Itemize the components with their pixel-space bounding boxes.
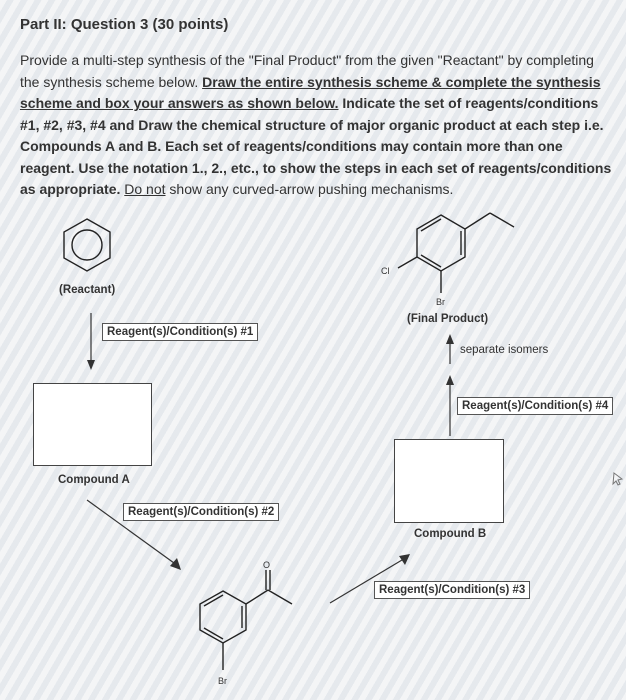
- arrow-separate-isomers: [446, 334, 454, 364]
- cursor-icon: [613, 473, 622, 485]
- instruction-sentence-4: show any curved-arrow pushing mechanisms.: [169, 181, 454, 197]
- atom-o-label: O: [263, 560, 271, 570]
- reagent-box-1[interactable]: Reagent(s)/Condition(s) #1: [102, 323, 258, 341]
- reactant-benzene-structure: [64, 219, 110, 271]
- compound-a-label: Compound A: [58, 474, 130, 486]
- compound-b-label: Compound B: [414, 528, 487, 540]
- compound-b-answer-box[interactable]: [394, 439, 504, 523]
- separate-isomers-label: separate isomers: [460, 344, 549, 356]
- reagent-box-3[interactable]: Reagent(s)/Condition(s) #3: [374, 581, 530, 599]
- ketone-intermediate-structure: [200, 570, 292, 670]
- compound-a-answer-box[interactable]: [33, 383, 152, 466]
- instruction-sentence-2: Draw the entire synthesis scheme & complete the synthesis scheme and box your answers as shown below.: [20, 73, 601, 111]
- atom-cl-label: Cl: [381, 266, 390, 276]
- atom-br-ketone-label: Br: [218, 676, 227, 686]
- final-product-structure: [398, 213, 514, 293]
- instruction-sentence-1: Provide a multi-step synthesis of the "Final Product" from the given "Reactant" by completing the synthesis scheme below.: [20, 52, 594, 90]
- question-title: Part II: Question 3 (30 points): [20, 16, 229, 33]
- instruction-do-not: Do not: [124, 181, 166, 197]
- arrow-step-1: [87, 313, 95, 370]
- arrow-step-4: [446, 375, 454, 436]
- atom-br-final-label: Br: [436, 297, 445, 307]
- reagent-box-2[interactable]: Reagent(s)/Condition(s) #2: [123, 503, 279, 521]
- final-product-label: (Final Product): [407, 313, 489, 325]
- reactant-label: (Reactant): [59, 284, 116, 296]
- instruction-sentence-3: Indicate the set of reagents/conditions #1, #2, #3, #4 and Draw the chemical structure of major organic product at each step i.e. Compounds A and B. Each set of reagents/conditions may contain more than one reagent. Use the notation 1., 2., etc., to show the steps in each set of reagents/conditions as appropriate.: [20, 95, 612, 197]
- reagent-box-4[interactable]: Reagent(s)/Condition(s) #4: [457, 397, 613, 415]
